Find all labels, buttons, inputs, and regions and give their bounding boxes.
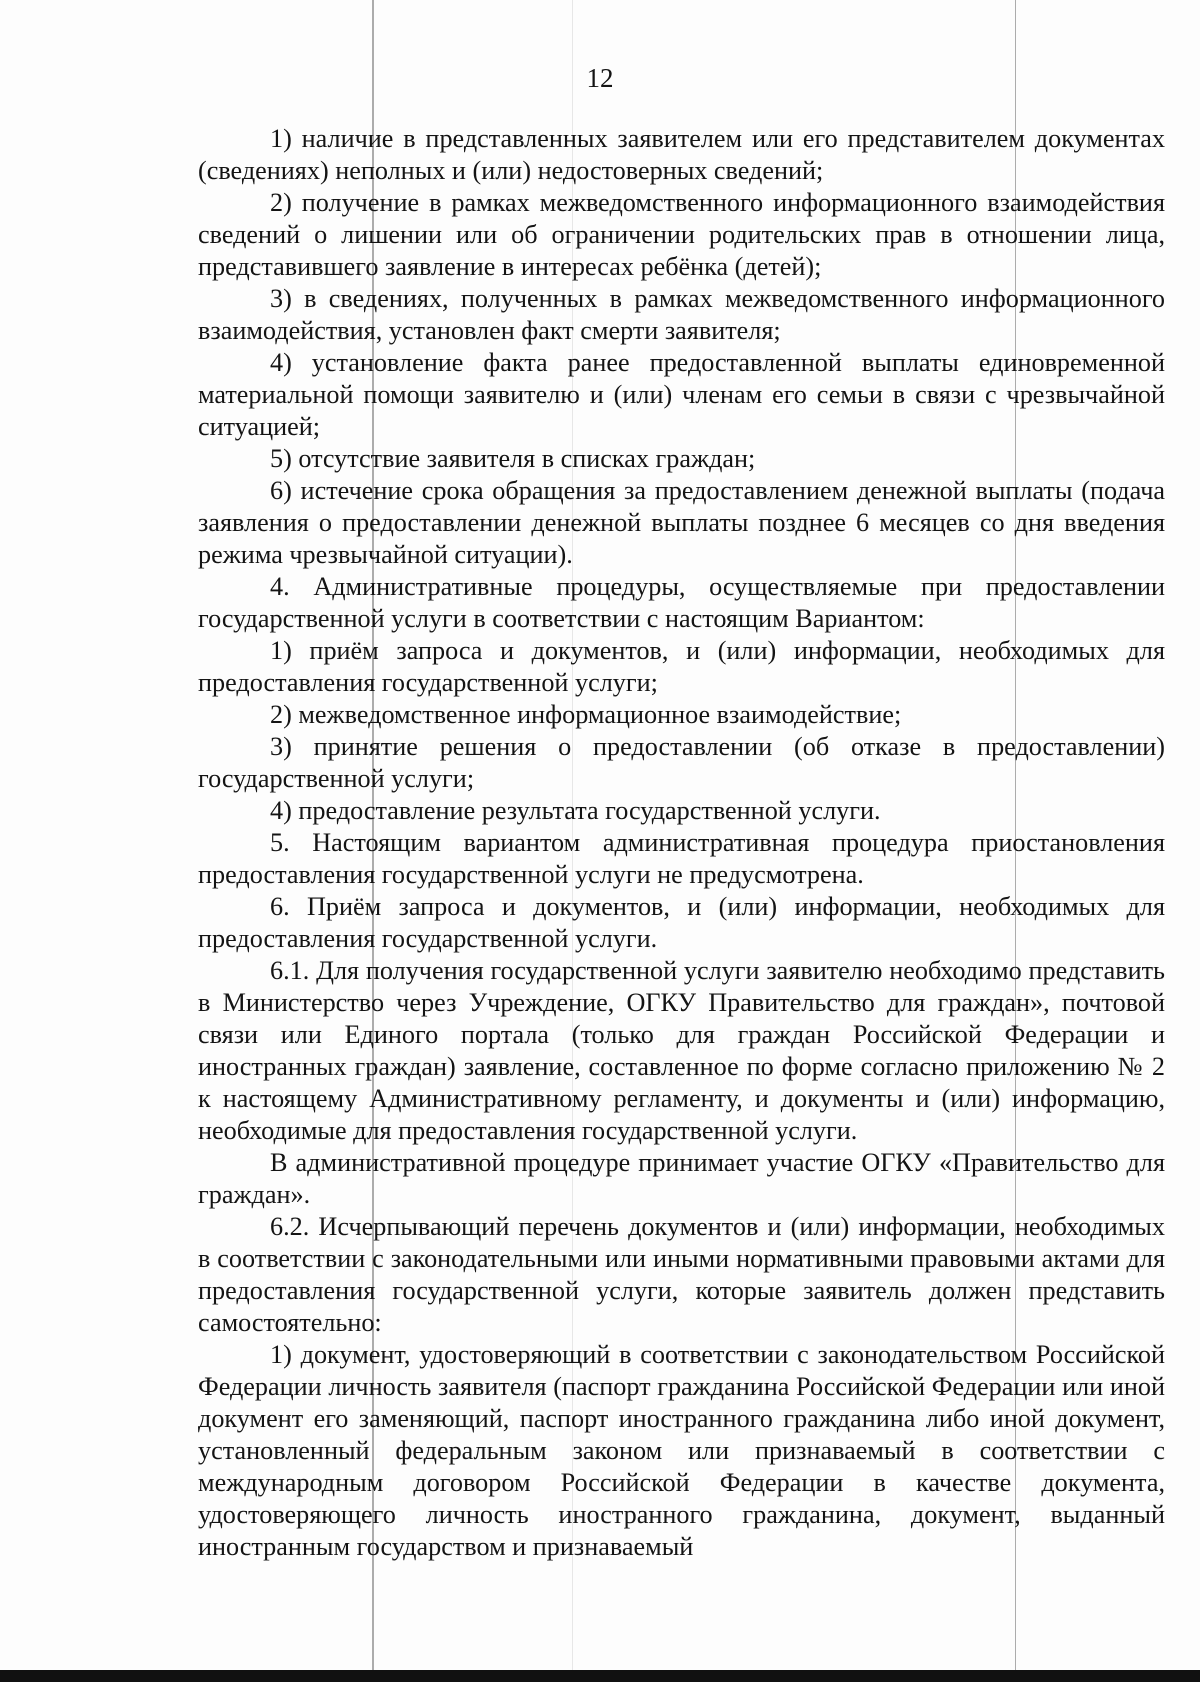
paragraph: 5. Настоящим вариантом административная процедура приостановления предоставления государственной услуги не предусмотрена. bbox=[198, 828, 1165, 889]
scan-margin bbox=[0, 1682, 1200, 1695]
paragraph: 6.1. Для получения государственной услуги заявителю необходимо представить в Министерство через Учреждение, ОГКУ Правительство для граждан», почтовой связи или Единого портала (только для граждан Российской Федерации и иностранных граждан) заявление, составленное по форме согласно приложению № 2 к настоящему Административному регламенту, и документы и (или) информацию, необходимые для предоставления государственной услуги. bbox=[198, 956, 1165, 1145]
paragraph: 6. Приём запроса и документов, и (или) информации, необходимых для предоставления государственной услуги. bbox=[198, 892, 1165, 953]
paragraph: 6.2. Исчерпывающий перечень документов и (или) информации, необходимых в соответствии с законодательными или иными нормативными правовыми актами для предоставления государственной услуги, которые заявитель должен представить самостоятельно: bbox=[198, 1212, 1165, 1337]
paragraph: 4. Административные процедуры, осуществляемые при предоставлении государственной услуги в соответствии с настоящим Вариантом: bbox=[198, 572, 1165, 633]
paragraph: 4) установление факта ранее предоставленной выплаты единовременной материальной помощи заявителю и (или) членам его семьи в связи с чрезвычайной ситуацией; bbox=[198, 348, 1165, 441]
paragraph: 3) в сведениях, полученных в рамках межведомственного информационного взаимодействия, установлен факт смерти заявителя; bbox=[198, 284, 1165, 345]
paragraph: 2) межведомственное информационное взаимодействие; bbox=[270, 700, 902, 729]
paragraph: В административной процедуре принимает участие ОГКУ «Правительство для граждан». bbox=[198, 1148, 1165, 1209]
document-body bbox=[198, 123, 1165, 1563]
paragraph: 1) наличие в представленных заявителем или его представителем документах (сведениях) неполных и (или) недостоверных сведений; bbox=[198, 124, 1165, 185]
paragraph: 2) получение в рамках межведомственного информационного взаимодействия сведений о лишении или об ограничении родительских прав в отношении лица, представившего заявление в интересах ребёнка (детей); bbox=[198, 188, 1165, 281]
paragraph: 3) принятие решения о предоставлении (об отказе в предоставлении) государственной услуги; bbox=[198, 732, 1165, 793]
paragraph: 4) предоставление результата государственной услуги. bbox=[270, 796, 881, 825]
paragraph: 5) отсутствие заявителя в списках граждан; bbox=[270, 444, 756, 473]
scan-border-bar bbox=[0, 1670, 1200, 1682]
paragraph: 1) приём запроса и документов, и (или) информации, необходимых для предоставления государственной услуги; bbox=[198, 636, 1165, 697]
paragraph: 1) документ, удостоверяющий в соответствии с законодательством Российской Федерации личность заявителя (паспорт гражданина Российской Федерации или иной документ его заменяющий, паспорт иностранного гражданина либо иной документ, установленный федеральным законом или признаваемый в соответствии с международным договором Российской Федерации в качестве документа, удостоверяющего личность иностранного гражданина, документ, выданный иностранным государством и признаваемый bbox=[198, 1340, 1165, 1561]
paragraph: 6) истечение срока обращения за предоставлением денежной выплаты (подача заявления о предоставлении денежной выплаты позднее 6 месяцев со дня введения режима чрезвычайной ситуации). bbox=[198, 476, 1165, 569]
page-number: 12 bbox=[586, 63, 614, 93]
